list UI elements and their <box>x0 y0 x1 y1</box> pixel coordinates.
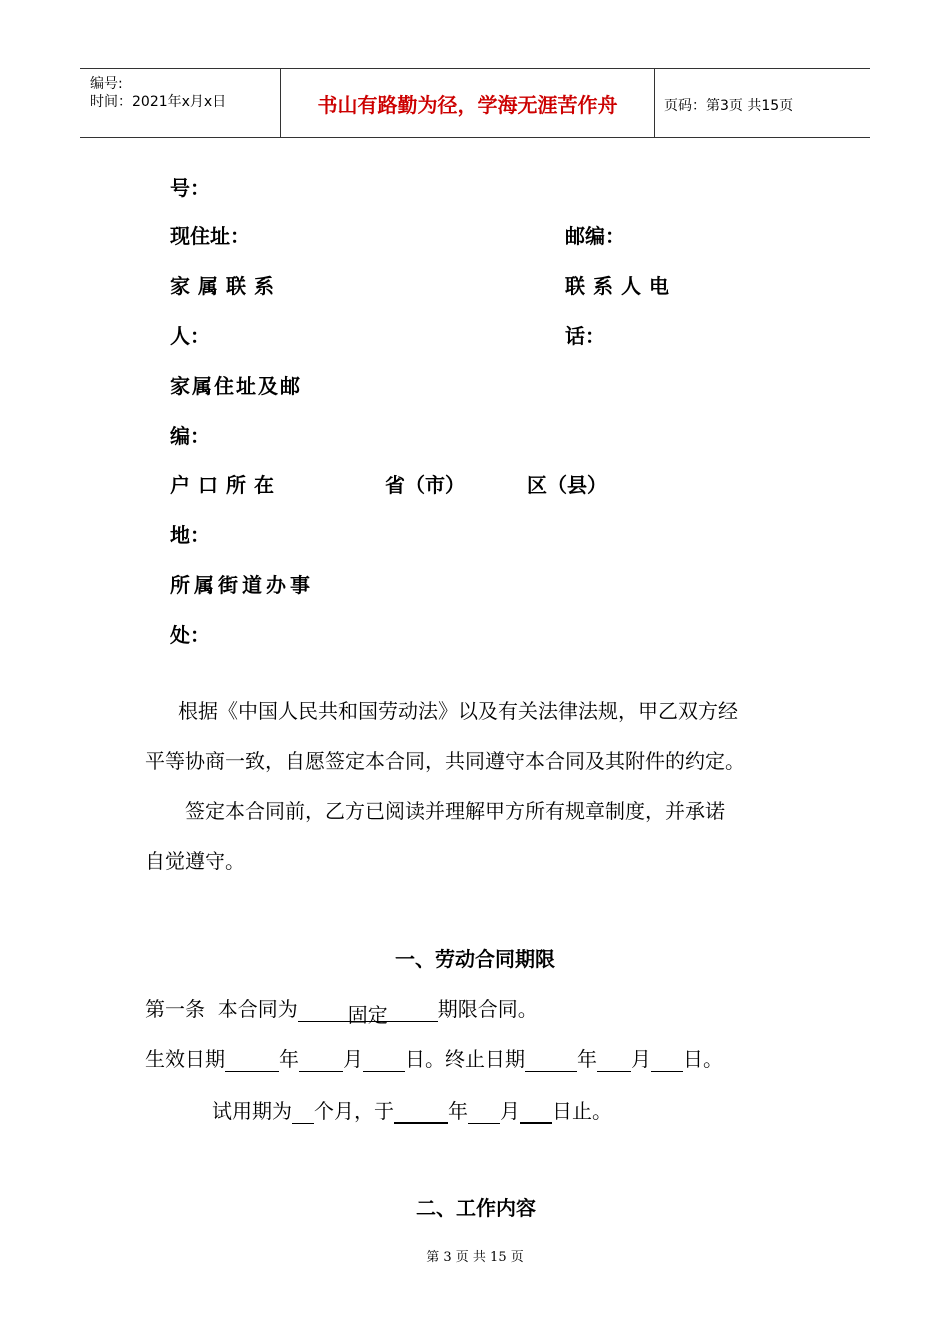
paragraph-1-line-2: 平等协商一致，自愿签定本合同，共同遵守本合同及其附件的约定。 <box>145 749 745 773</box>
probation-year-blank <box>394 1100 448 1124</box>
field-contact-phone: 联系人电 <box>565 274 677 298</box>
header-slogan: 书山有路勤为径，学海无涯苦作舟 <box>281 69 655 137</box>
field-family-address-cont: 编： <box>170 424 210 448</box>
contract-type-value: 固定 <box>347 1003 388 1027</box>
field-hao: 号： <box>170 176 210 200</box>
day-label: 日。 <box>405 1047 445 1071</box>
effective-year-blank <box>225 1049 279 1072</box>
field-contact-phone-cont: 话： <box>565 324 605 348</box>
probation-year-label: 年 <box>448 1099 468 1123</box>
probation-months-blank <box>292 1101 314 1124</box>
paragraph-2-line-1: 签定本合同前，乙方已阅读并理解甲方所有规章制度，并承诺 <box>185 799 725 823</box>
effective-day-blank <box>363 1049 405 1072</box>
end-day-blank <box>651 1049 683 1072</box>
article-1 <box>145 993 538 1027</box>
field-hukou-cont: 地： <box>170 523 210 547</box>
probation-month-blank <box>468 1101 500 1124</box>
section-1-title: 一、劳动合同期限 <box>395 947 555 971</box>
field-family-contact-cont: 人： <box>170 324 210 348</box>
effective-label: 生效日期 <box>145 1047 225 1071</box>
effective-month-blank <box>299 1049 343 1072</box>
month-label-2: 月 <box>631 1047 651 1071</box>
probation <box>212 1095 612 1124</box>
number-label: 编号: <box>90 76 123 92</box>
probation-end: 日止。 <box>552 1099 612 1123</box>
end-month-blank <box>597 1049 631 1072</box>
day-label-2: 日。 <box>683 1047 723 1071</box>
field-hukou-province: 省（市） <box>385 473 465 497</box>
field-hukou-district: 区（县） <box>527 473 607 497</box>
header-meta <box>80 69 281 137</box>
year-label-2: 年 <box>577 1047 597 1071</box>
field-hukou: 户口所在 <box>170 473 282 497</box>
effective-dates <box>145 1043 723 1072</box>
paragraph-1-line-1: 根据《中国人民共和国劳动法》以及有关法律法规，甲乙双方经 <box>178 699 738 723</box>
month-label: 月 <box>343 1047 363 1071</box>
field-address: 现住址： <box>170 224 250 248</box>
page-header <box>80 68 870 138</box>
field-postcode: 邮编： <box>565 224 625 248</box>
contract-type-blank <box>298 999 438 1027</box>
end-label: 终止日期 <box>445 1047 525 1071</box>
end-year-blank <box>525 1049 577 1072</box>
article-1-prefix: 第一条 本合同为 <box>145 997 298 1021</box>
header-page-info: 页码：第3页 共15页 <box>664 98 794 114</box>
probation-prefix: 试用期为 <box>212 1099 292 1123</box>
section-2-title: 二、工作内容 <box>416 1196 536 1220</box>
time-label: 时间：2021年x月x日 <box>90 94 227 110</box>
probation-month-label: 月 <box>500 1099 520 1123</box>
field-street-office-cont: 处： <box>170 623 210 647</box>
field-family-address: 家属住址及邮 <box>170 374 302 398</box>
field-family-contact: 家属联系 <box>170 274 282 298</box>
probation-day-blank <box>520 1100 552 1124</box>
article-1-suffix: 期限合同。 <box>437 997 538 1021</box>
probation-mid: 个月，于 <box>314 1099 394 1123</box>
field-street-office: 所属街道办事 <box>170 573 314 597</box>
page-footer: 第 3 页 共 15 页 <box>426 1250 524 1265</box>
year-label: 年 <box>279 1047 299 1071</box>
paragraph-2-line-2: 自觉遵守。 <box>145 849 245 873</box>
